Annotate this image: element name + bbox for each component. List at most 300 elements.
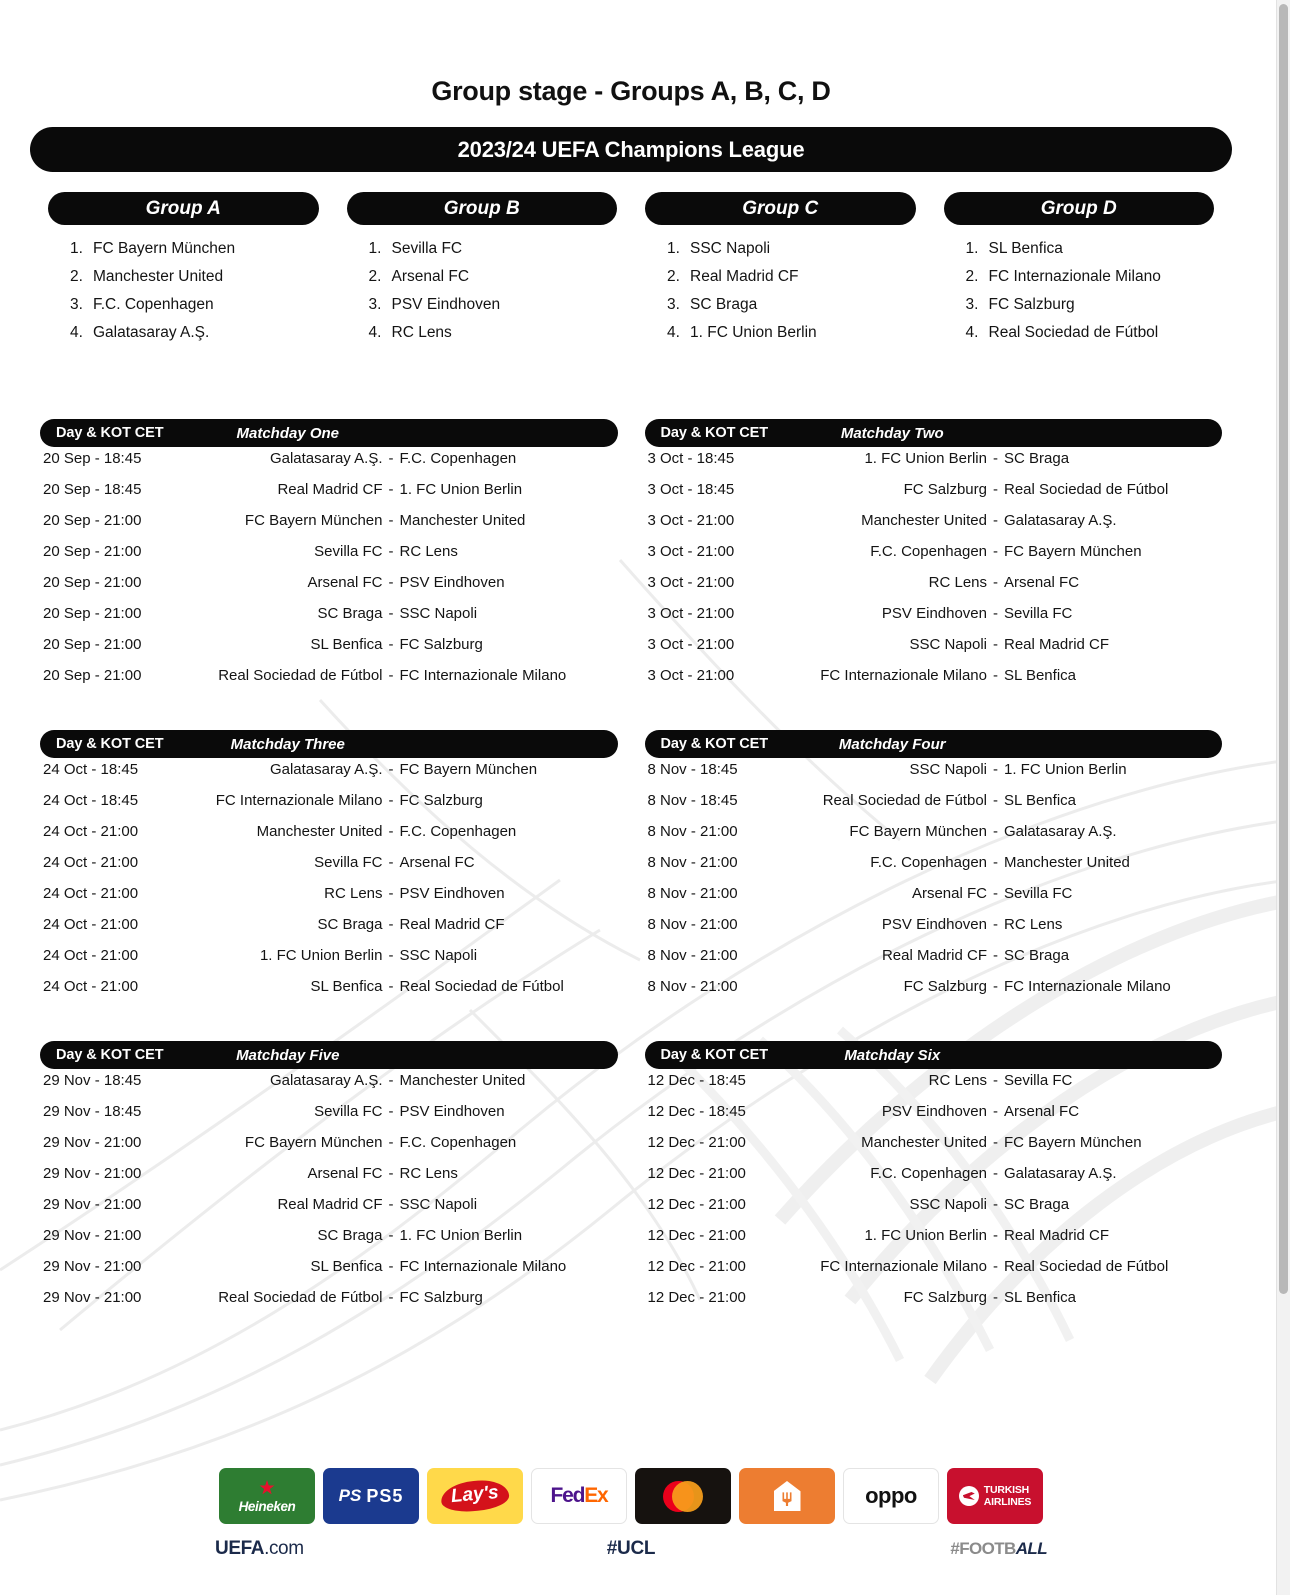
home-team: SSC Napoli <box>909 1196 987 1213</box>
matchday-title: Matchday Two <box>840 424 944 442</box>
table-row <box>645 574 1223 605</box>
home-team: F.C. Copenhagen <box>870 1165 987 1182</box>
fixture-teams <box>773 761 1223 778</box>
away-team: Arsenal FC <box>399 854 475 871</box>
home-team: F.C. Copenhagen <box>870 543 987 560</box>
group-header <box>645 192 916 225</box>
fixture-teams <box>168 1165 618 1182</box>
kickoff-time-column-label: Day & KOT CET <box>660 1047 768 1063</box>
table-row <box>40 916 618 947</box>
versus-separator: - <box>388 978 394 995</box>
team-rank: 3. <box>70 296 83 313</box>
away-team: SC Braga <box>1004 450 1070 467</box>
fixture-teams <box>773 1072 1223 1089</box>
home-team: Galatasaray A.Ş. <box>269 1072 383 1089</box>
list-item <box>966 319 1215 347</box>
home-team: F.C. Copenhagen <box>870 854 987 871</box>
vertical-scrollbar[interactable] <box>1276 0 1290 1595</box>
away-team: FC Salzburg <box>399 1289 483 1306</box>
team-name: SSC Napoli <box>690 240 771 257</box>
fixture-teams <box>773 1258 1223 1275</box>
matchday-header <box>40 419 618 447</box>
home-team: Real Madrid CF <box>277 1196 383 1213</box>
page-title: Group stage - Groups A, B, C, D <box>431 76 831 106</box>
matchday-grid <box>30 419 1232 1320</box>
matchday-block <box>645 730 1223 1009</box>
table-row <box>40 854 618 885</box>
away-team: SL Benfica <box>1004 792 1076 809</box>
fixture-datetime: 24 Oct - 18:45 <box>43 792 139 809</box>
sponsor-wordmark-line2: AIRLINES <box>983 1496 1032 1508</box>
home-team: FC Salzburg <box>903 481 987 498</box>
fixture-datetime: 8 Nov - 18:45 <box>647 761 738 778</box>
home-team: FC Bayern München <box>849 823 987 840</box>
fixture-teams <box>168 1258 618 1275</box>
scrollbar-thumb[interactable] <box>1279 4 1288 1294</box>
group-column-a <box>48 192 319 347</box>
football-hashtag <box>770 1539 1047 1559</box>
home-team: Arsenal FC <box>911 885 987 902</box>
away-team: FC Salzburg <box>399 636 483 653</box>
away-team: SSC Napoli <box>399 1196 478 1213</box>
fixture-datetime: 29 Nov - 21:00 <box>43 1165 142 1182</box>
competition-banner <box>30 127 1232 172</box>
fixture-datetime: 29 Nov - 18:45 <box>43 1072 142 1089</box>
table-row <box>40 636 618 667</box>
home-team: FC Bayern München <box>244 1134 383 1151</box>
versus-separator: - <box>993 1289 998 1306</box>
team-rank: 2. <box>667 268 680 285</box>
fixture-datetime: 24 Oct - 21:00 <box>43 947 139 964</box>
fixture-teams <box>773 667 1223 684</box>
football-hashtag-grey: #FOOTB <box>950 1539 1016 1558</box>
matchday-block <box>40 730 618 1009</box>
matchday-header <box>645 1041 1223 1069</box>
sponsor-wordmark: PS5 <box>366 1485 404 1506</box>
away-team: Sevilla FC <box>1004 1072 1073 1089</box>
home-team: 1. FC Union Berlin <box>259 947 383 964</box>
team-name: Galatasaray A.Ş. <box>93 324 210 341</box>
fixture-teams <box>773 978 1223 995</box>
home-team: RC Lens <box>928 574 987 591</box>
table-row <box>40 667 618 698</box>
team-name: SC Braga <box>690 296 758 313</box>
team-rank: 4. <box>667 324 680 341</box>
list-item <box>667 235 916 263</box>
home-team: SL Benfica <box>310 1258 383 1275</box>
table-row <box>40 481 618 512</box>
uefa-wordmark: UEFA <box>215 1538 265 1559</box>
team-rank: 3. <box>368 296 382 313</box>
fixture-teams <box>168 636 618 653</box>
versus-separator: - <box>388 885 394 902</box>
versus-separator: - <box>993 854 998 871</box>
away-team: Sevilla FC <box>1004 605 1073 622</box>
table-row <box>40 1289 618 1320</box>
team-rank: 4. <box>368 324 382 341</box>
fixture-teams <box>168 543 618 560</box>
table-row <box>645 761 1223 792</box>
versus-separator: - <box>993 916 998 933</box>
home-team: PSV Eindhoven <box>881 1103 987 1120</box>
sponsor-wordmark: Lay's <box>440 1478 510 1514</box>
table-row <box>645 1196 1223 1227</box>
kickoff-time-column-label: Day & KOT CET <box>56 1047 164 1063</box>
team-name: FC Internazionale Milano <box>988 268 1161 285</box>
fixture-teams <box>773 1196 1223 1213</box>
fixture-datetime: 24 Oct - 21:00 <box>43 854 139 871</box>
away-team: Manchester United <box>1004 854 1130 871</box>
sponsor-logo-heineken <box>219 1468 315 1524</box>
table-row <box>40 792 618 823</box>
fixture-datetime: 8 Nov - 21:00 <box>647 947 738 964</box>
list-item <box>966 263 1215 291</box>
team-rank: 3. <box>667 296 680 313</box>
home-team: FC Internazionale Milano <box>215 792 383 809</box>
away-team: PSV Eindhoven <box>399 1103 505 1120</box>
away-team: FC Internazionale Milano <box>399 667 567 684</box>
group-team-list <box>48 235 319 347</box>
group-team-list <box>347 235 618 347</box>
away-team: Real Sociedad de Fútbol <box>1004 1258 1169 1275</box>
versus-separator: - <box>388 1134 394 1151</box>
matchday-block <box>40 419 618 698</box>
fixture-datetime: 3 Oct - 21:00 <box>647 636 735 653</box>
fixture-datetime: 29 Nov - 18:45 <box>43 1103 142 1120</box>
team-name: PSV Eindhoven <box>391 296 501 313</box>
sponsor-logo-oppo <box>843 1468 939 1524</box>
away-team: Galatasaray A.Ş. <box>1004 512 1117 529</box>
fixture-teams <box>168 1072 618 1089</box>
fixture-datetime: 20 Sep - 21:00 <box>43 636 142 653</box>
list-item <box>70 263 319 291</box>
table-row <box>40 823 618 854</box>
fixture-teams <box>773 450 1223 467</box>
team-name: FC Bayern München <box>93 240 236 257</box>
away-team: Real Sociedad de Fútbol <box>399 978 564 995</box>
team-name: Real Madrid CF <box>690 268 799 285</box>
away-team: 1. FC Union Berlin <box>1004 761 1127 778</box>
versus-separator: - <box>388 823 394 840</box>
playstation-icon: PS <box>338 1486 362 1505</box>
fixture-teams <box>168 574 618 591</box>
away-team: Arsenal FC <box>1004 1103 1080 1120</box>
away-team: 1. FC Union Berlin <box>399 1227 523 1244</box>
fixture-datetime: 12 Dec - 18:45 <box>647 1072 746 1089</box>
table-row <box>645 885 1223 916</box>
away-team: Real Sociedad de Fútbol <box>1004 481 1169 498</box>
team-rank: 2. <box>70 268 83 285</box>
fixture-datetime: 12 Dec - 21:00 <box>647 1165 746 1182</box>
away-team: Manchester United <box>399 512 526 529</box>
group-column-d <box>944 192 1215 347</box>
away-team: F.C. Copenhagen <box>399 450 517 467</box>
home-team: SL Benfica <box>310 978 383 995</box>
home-team: FC Internazionale Milano <box>820 667 987 684</box>
table-row <box>40 512 618 543</box>
fixture-datetime: 20 Sep - 21:00 <box>43 574 142 591</box>
sponsor-logo-ps5 <box>323 1468 419 1524</box>
versus-separator: - <box>388 1196 394 1213</box>
table-row <box>645 605 1223 636</box>
home-team: FC Salzburg <box>903 1289 987 1306</box>
away-team: SC Braga <box>1004 947 1070 964</box>
versus-separator: - <box>993 1165 998 1182</box>
table-row <box>645 1072 1223 1103</box>
team-rank: 3. <box>965 296 979 313</box>
team-rank: 1. <box>965 240 979 257</box>
away-team: Real Madrid CF <box>1004 1227 1110 1244</box>
fixture-datetime: 12 Dec - 18:45 <box>647 1103 746 1120</box>
table-row <box>645 1227 1223 1258</box>
versus-separator: - <box>993 885 998 902</box>
fixture-teams <box>168 916 618 933</box>
matchday-title: Matchday Three <box>230 735 345 753</box>
versus-separator: - <box>993 792 998 809</box>
fixture-list <box>645 761 1223 1009</box>
fixture-datetime: 20 Sep - 21:00 <box>43 512 142 529</box>
sponsor-logo-turkish-airlines <box>947 1468 1043 1524</box>
away-team: PSV Eindhoven <box>399 574 505 591</box>
home-team: 1. FC Union Berlin <box>864 1227 987 1244</box>
versus-separator: - <box>388 605 394 622</box>
list-item <box>667 291 916 319</box>
away-team: Galatasaray A.Ş. <box>1004 1165 1117 1182</box>
fixture-list <box>645 450 1223 698</box>
fixture-teams <box>773 512 1223 529</box>
fixture-teams <box>168 978 618 995</box>
table-row <box>40 1196 618 1227</box>
fixture-datetime: 20 Sep - 18:45 <box>43 450 142 467</box>
list-item <box>70 319 319 347</box>
matchday-block <box>645 1041 1223 1320</box>
fixture-teams <box>168 761 618 778</box>
sponsor-logo-lays <box>427 1468 523 1524</box>
versus-separator: - <box>388 574 394 591</box>
fixture-datetime: 29 Nov - 21:00 <box>43 1227 142 1244</box>
team-name: Manchester United <box>93 268 224 285</box>
away-team: Real Madrid CF <box>1004 636 1110 653</box>
team-name: FC Salzburg <box>988 296 1075 313</box>
away-team: FC Salzburg <box>399 792 483 809</box>
list-item <box>667 263 916 291</box>
versus-separator: - <box>993 450 998 467</box>
away-team: Real Madrid CF <box>399 916 505 933</box>
competition-title: 2023/24 UEFA Champions League <box>457 136 805 162</box>
fixture-teams <box>168 947 618 964</box>
versus-separator: - <box>388 1227 394 1244</box>
versus-separator: - <box>388 761 394 778</box>
home-team: Galatasaray A.Ş. <box>269 761 383 778</box>
table-row <box>645 481 1223 512</box>
sponsor-logo-justeat <box>739 1468 835 1524</box>
list-item <box>966 235 1215 263</box>
team-name: F.C. Copenhagen <box>93 296 214 313</box>
versus-separator: - <box>993 1227 998 1244</box>
fixture-datetime: 3 Oct - 21:00 <box>647 574 735 591</box>
home-team: SC Braga <box>317 1227 383 1244</box>
matchday-header <box>645 730 1223 758</box>
fixture-teams <box>168 823 618 840</box>
fixture-datetime: 8 Nov - 21:00 <box>647 916 738 933</box>
team-rank: 4. <box>965 324 979 341</box>
versus-separator: - <box>388 1165 394 1182</box>
versus-separator: - <box>388 667 394 684</box>
fixture-teams <box>773 574 1223 591</box>
table-row <box>645 1165 1223 1196</box>
group-column-b <box>347 192 618 347</box>
table-row <box>40 574 618 605</box>
fixture-teams <box>773 543 1223 560</box>
fixture-datetime: 8 Nov - 21:00 <box>647 823 738 840</box>
fixture-datetime: 8 Nov - 21:00 <box>647 978 738 995</box>
home-team: FC Bayern München <box>244 512 383 529</box>
table-row <box>40 543 618 574</box>
versus-separator: - <box>388 1072 394 1089</box>
team-name: 1. FC Union Berlin <box>690 324 817 341</box>
home-team: Real Sociedad de Fútbol <box>218 667 383 684</box>
table-row <box>645 916 1223 947</box>
versus-separator: - <box>388 916 394 933</box>
versus-separator: - <box>993 636 998 653</box>
away-team: RC Lens <box>399 1165 458 1182</box>
home-team: 1. FC Union Berlin <box>864 450 987 467</box>
home-team: Sevilla FC <box>314 854 383 871</box>
fixture-datetime: 24 Oct - 21:00 <box>43 916 139 933</box>
fixture-teams <box>773 481 1223 498</box>
group-column-c <box>645 192 916 347</box>
fixture-teams <box>168 1103 618 1120</box>
fixture-datetime: 29 Nov - 21:00 <box>43 1134 142 1151</box>
fixture-teams <box>168 450 618 467</box>
table-row <box>645 1134 1223 1165</box>
away-team: FC Bayern München <box>1004 543 1142 560</box>
table-row <box>645 512 1223 543</box>
away-team: SSC Napoli <box>399 605 478 622</box>
matchday-block <box>645 419 1223 698</box>
fixture-teams <box>773 1289 1223 1306</box>
versus-separator: - <box>993 543 998 560</box>
away-team: SC Braga <box>1004 1196 1070 1213</box>
team-rank: 2. <box>965 268 979 285</box>
away-team: PSV Eindhoven <box>399 885 505 902</box>
away-team: SL Benfica <box>1004 1289 1076 1306</box>
matchday-title: Matchday Four <box>838 735 946 753</box>
fixture-datetime: 12 Dec - 21:00 <box>647 1258 746 1275</box>
away-team: 1. FC Union Berlin <box>399 481 523 498</box>
fixture-teams <box>168 481 618 498</box>
versus-separator: - <box>993 1103 998 1120</box>
away-team: FC Internazionale Milano <box>1004 978 1171 995</box>
fixture-teams <box>773 636 1223 653</box>
table-row <box>40 978 618 1009</box>
home-team: Real Sociedad de Fútbol <box>218 1289 383 1306</box>
list-item <box>70 235 319 263</box>
group-header <box>944 192 1215 225</box>
table-row <box>645 1289 1223 1320</box>
football-hashtag-dark: ALL <box>1015 1539 1047 1558</box>
sponsor-wordmark: Heineken <box>238 1498 296 1514</box>
table-row <box>40 1227 618 1258</box>
fixture-datetime: 3 Oct - 18:45 <box>647 481 735 498</box>
fixture-teams <box>773 1227 1223 1244</box>
kickoff-time-column-label: Day & KOT CET <box>56 425 164 441</box>
home-team: Arsenal FC <box>307 574 383 591</box>
home-team: FC Internazionale Milano <box>820 1258 987 1275</box>
fixture-teams <box>773 885 1223 902</box>
fixture-datetime: 20 Sep - 21:00 <box>43 605 142 622</box>
page-footer <box>0 1538 1262 1560</box>
fixture-datetime: 3 Oct - 21:00 <box>647 667 735 684</box>
versus-separator: - <box>993 1258 998 1275</box>
away-team: SL Benfica <box>1004 667 1076 684</box>
list-item <box>369 291 618 319</box>
fixture-list <box>40 450 618 698</box>
versus-separator: - <box>388 1289 394 1306</box>
list-item <box>369 319 618 347</box>
fixture-teams <box>168 512 618 529</box>
fixture-datetime: 29 Nov - 21:00 <box>43 1196 142 1213</box>
team-rank: 1. <box>70 240 83 257</box>
versus-separator: - <box>993 978 998 995</box>
away-team: FC Bayern München <box>399 761 538 778</box>
team-rank: 1. <box>368 240 382 257</box>
sponsor-logo-row <box>0 1468 1262 1524</box>
away-team: F.C. Copenhagen <box>399 1134 517 1151</box>
versus-separator: - <box>993 512 998 529</box>
fixture-teams <box>773 1103 1223 1120</box>
list-item <box>966 291 1215 319</box>
sponsor-logo-mastercard <box>635 1468 731 1524</box>
home-team: RC Lens <box>324 885 383 902</box>
table-row <box>40 761 618 792</box>
fixture-teams <box>168 1227 618 1244</box>
home-team: PSV Eindhoven <box>881 605 987 622</box>
ucl-hashtag: #UCL <box>606 1538 656 1559</box>
fixture-teams <box>773 854 1223 871</box>
fixture-teams <box>168 667 618 684</box>
fixture-datetime: 24 Oct - 21:00 <box>43 823 139 840</box>
home-team: RC Lens <box>928 1072 987 1089</box>
team-name: Arsenal FC <box>391 268 470 285</box>
uefa-com-link[interactable] <box>215 1538 492 1560</box>
list-item <box>369 235 618 263</box>
table-row <box>40 1103 618 1134</box>
away-team: FC Bayern München <box>1004 1134 1142 1151</box>
table-row <box>40 450 618 481</box>
versus-separator: - <box>993 1072 998 1089</box>
versus-separator: - <box>388 481 394 498</box>
list-item <box>369 263 618 291</box>
fixture-datetime: 12 Dec - 21:00 <box>647 1289 746 1306</box>
away-team: Arsenal FC <box>1004 574 1080 591</box>
fixture-datetime: 12 Dec - 21:00 <box>647 1227 746 1244</box>
home-team: FC Salzburg <box>903 978 987 995</box>
sponsor-wordmark-part-b: Ex <box>584 1484 608 1507</box>
matchday-header <box>40 730 618 758</box>
away-team: F.C. Copenhagen <box>399 823 517 840</box>
fixture-datetime: 8 Nov - 18:45 <box>647 792 738 809</box>
list-item <box>70 291 319 319</box>
table-row <box>40 885 618 916</box>
groups-row <box>30 192 1232 347</box>
fixture-datetime: 3 Oct - 21:00 <box>647 605 735 622</box>
versus-separator: - <box>993 605 998 622</box>
fixture-teams <box>773 792 1223 809</box>
fixture-datetime: 12 Dec - 21:00 <box>647 1196 746 1213</box>
table-row <box>645 854 1223 885</box>
away-team: Sevilla FC <box>1004 885 1073 902</box>
